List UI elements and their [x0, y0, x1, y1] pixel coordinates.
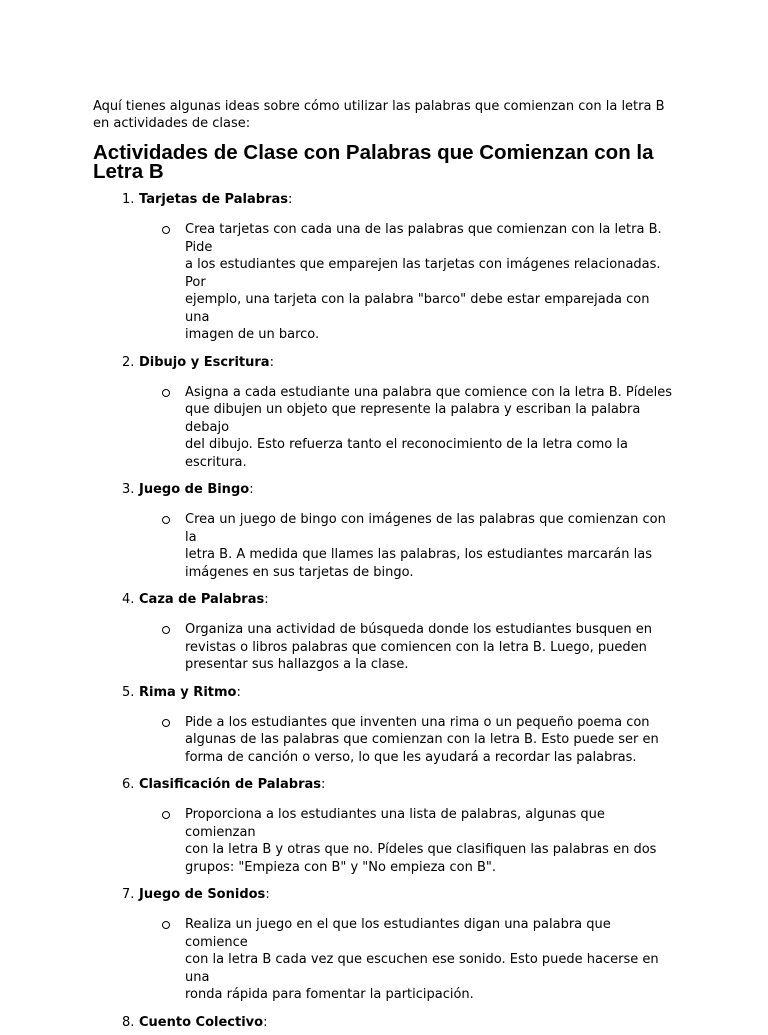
activity-name: Rima y Ritmo	[139, 684, 237, 700]
intro-paragraph: Aquí tienes algunas ideas sobre cómo utilizar las palabras que comienzan con la letra B en actividades de clase:	[93, 99, 665, 131]
activity-item	[93, 481, 673, 591]
activity-description	[93, 612, 673, 684]
description-line: que dibujen un objeto que represente la palabra y escriban la palabra debajo	[185, 402, 641, 435]
activity-item	[93, 886, 673, 1014]
description-line: con la letra B cada vez que escuchen ese sonido. Esto puede hacerse en una	[185, 952, 659, 985]
description-line: presentar sus hallazgos a la clase.	[185, 657, 409, 672]
hollow-bullet-icon	[162, 921, 170, 929]
activity-number: 2.	[122, 354, 135, 370]
hollow-bullet-icon	[162, 226, 170, 234]
description-line: ejemplo, una tarjeta con la palabra "barco" debe estar emparejada con una	[185, 292, 650, 325]
description-line: imágenes en sus tarjetas de bingo.	[185, 564, 414, 580]
activity-colon: :	[265, 887, 270, 902]
activity-name: Juego de Bingo	[139, 482, 250, 497]
description-line: algunas de las palabras que comienzan con la letra B. Esto puede ser en	[185, 732, 659, 747]
activity-name: Cuento Colectivo	[139, 1014, 264, 1030]
document-title: Actividades de Clase con Palabras que Comienzan con la Letra B	[93, 141, 654, 183]
activity-number: 4.	[122, 592, 135, 607]
description-line: Crea tarjetas con cada una de las palabras que comienzan con la letra B. Pide	[185, 222, 662, 255]
activity-item	[93, 354, 673, 482]
description-line: ronda rápida para fomentar la participación.	[185, 987, 474, 1002]
hollow-bullet-icon	[162, 389, 170, 397]
description-lines	[185, 621, 673, 674]
description-line: con la letra B y otras que no. Pídeles que clasifiquen las palabras en dos	[185, 842, 657, 857]
activity-heading	[93, 886, 673, 907]
activity-number: 3.	[122, 482, 135, 497]
description-lines	[185, 384, 673, 472]
activity-colon: :	[269, 354, 274, 370]
activity-description	[93, 375, 673, 482]
activity-number: 8.	[122, 1014, 135, 1030]
description-line: del dibujo. Esto refuerza tanto el reconocimiento de la letra como la	[185, 437, 628, 452]
description-line: Proporciona a los estudiantes una lista de palabras, algunas que comienzan	[185, 807, 605, 840]
activity-description	[93, 797, 673, 886]
description-line: grupos: "Empieza con B" y "No empieza con B".	[185, 859, 497, 875]
activity-description	[93, 502, 673, 591]
description-line: escritura.	[185, 454, 247, 470]
activity-heading	[93, 354, 673, 375]
activity-number: 5.	[122, 684, 135, 700]
hollow-bullet-icon	[162, 811, 170, 819]
activity-heading	[93, 481, 673, 502]
activity-item	[93, 191, 673, 354]
description-line: revistas o libros palabras que comiencen con la letra B. Luego, pueden	[185, 639, 647, 655]
activity-number: 7.	[122, 887, 135, 902]
description-line: a los estudiantes que emparejen las tarjetas con imágenes relacionadas. Por	[185, 257, 661, 290]
description-lines	[185, 221, 673, 344]
activity-description	[93, 705, 673, 777]
description-line: Organiza una actividad de búsqueda donde los estudiantes busquen en	[185, 622, 652, 637]
description-line: letra B. A medida que llames las palabras, los estudiantes marcarán las	[185, 547, 652, 562]
description-lines	[185, 916, 673, 1004]
activity-colon: :	[249, 482, 254, 497]
description-lines	[185, 806, 673, 876]
activity-name: Juego de Sonidos	[139, 887, 266, 902]
activity-item	[93, 1014, 673, 1035]
activity-name: Caza de Palabras	[139, 592, 265, 607]
description-line: Asigna a cada estudiante una palabra que comience con la letra B. Pídeles	[185, 384, 673, 400]
activity-item	[93, 684, 673, 777]
activity-description	[93, 212, 673, 354]
activity-heading	[93, 684, 673, 705]
description-lines	[185, 714, 673, 767]
activity-heading	[93, 591, 673, 612]
activity-name: Clasificación de Palabras	[139, 777, 322, 792]
activity-colon: :	[236, 684, 241, 700]
description-line: Crea un juego de bingo con imágenes de las palabras que comienzan con la	[185, 512, 666, 545]
description-line: Pide a los estudiantes que inventen una rima o un pequeño poema con	[185, 714, 650, 730]
description-line: imagen de un barco.	[185, 327, 320, 342]
activity-number: 1.	[122, 192, 135, 207]
hollow-bullet-icon	[162, 516, 170, 524]
activity-heading	[93, 1014, 673, 1035]
document-page	[93, 98, 673, 1035]
activity-item	[93, 776, 673, 886]
hollow-bullet-icon	[162, 719, 170, 727]
activity-number: 6.	[122, 777, 135, 792]
activity-list	[93, 191, 673, 1035]
activity-heading	[93, 776, 673, 797]
activity-colon: :	[264, 592, 269, 607]
activity-colon: :	[287, 192, 293, 207]
activity-colon: :	[321, 777, 326, 792]
activity-heading	[93, 191, 673, 212]
activity-name: Dibujo y Escritura	[139, 354, 270, 370]
description-line: forma de canción o verso, lo que les ayudará a recordar las palabras.	[185, 749, 637, 765]
description-lines	[185, 511, 673, 581]
activity-name: Tarjetas de Palabras	[139, 192, 288, 207]
activity-description	[93, 907, 673, 1014]
activity-item	[93, 591, 673, 684]
description-line: Realiza un juego en el que los estudiantes digan una palabra que comience	[185, 917, 611, 950]
activity-colon: :	[263, 1014, 268, 1030]
hollow-bullet-icon	[162, 626, 170, 634]
